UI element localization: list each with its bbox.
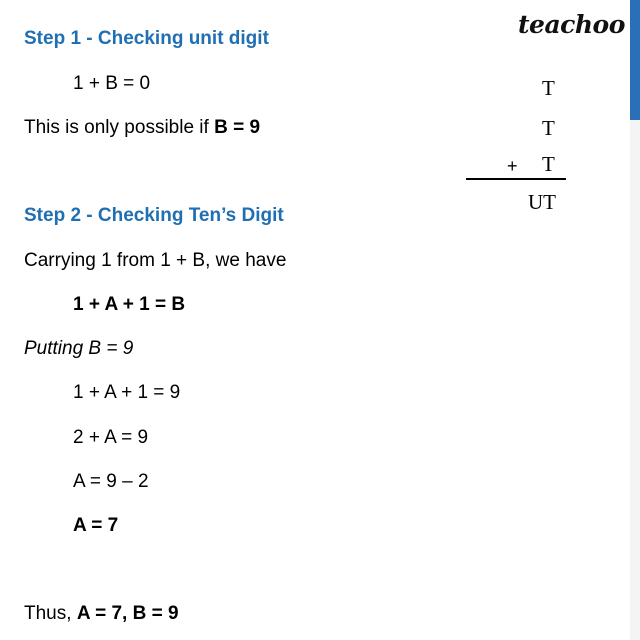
conclusion-prefix: Thus, bbox=[24, 603, 77, 624]
step1-text-prefix: This is only possible if bbox=[24, 117, 215, 138]
plus-sign: + bbox=[507, 156, 518, 176]
sum-rule bbox=[466, 178, 566, 180]
equation-2: 2 + A = 9 bbox=[73, 427, 149, 448]
sum-result: UT bbox=[528, 190, 556, 214]
equation-3: A = 9 – 2 bbox=[73, 471, 149, 492]
equation-1: 1 + A + 1 = 9 bbox=[73, 382, 181, 403]
carry-text: Carrying 1 from 1 + B, we have bbox=[24, 250, 287, 271]
scrollbar[interactable] bbox=[630, 0, 640, 640]
addend-1: T bbox=[542, 76, 555, 100]
addend-2: T bbox=[542, 116, 555, 140]
column-addition bbox=[460, 72, 570, 222]
scroll-thumb[interactable] bbox=[630, 0, 640, 120]
putting-text: Putting B = 9 bbox=[24, 338, 134, 359]
step1-text bbox=[24, 117, 260, 139]
conclusion bbox=[24, 603, 179, 625]
step2-heading: Step 2 - Checking Ten’s Digit bbox=[24, 205, 284, 226]
step1-heading: Step 1 - Checking unit digit bbox=[24, 28, 269, 49]
addend-3: T bbox=[542, 152, 555, 176]
equation-4: A = 7 bbox=[73, 515, 119, 536]
teachoo-logo: teachoo bbox=[518, 10, 625, 39]
conclusion-bold: A = 7, B = 9 bbox=[76, 603, 179, 624]
step1-equation: 1 + B = 0 bbox=[73, 73, 151, 94]
main-equation: 1 + A + 1 = B bbox=[73, 294, 186, 315]
step1-text-bold: B = 9 bbox=[214, 117, 261, 138]
